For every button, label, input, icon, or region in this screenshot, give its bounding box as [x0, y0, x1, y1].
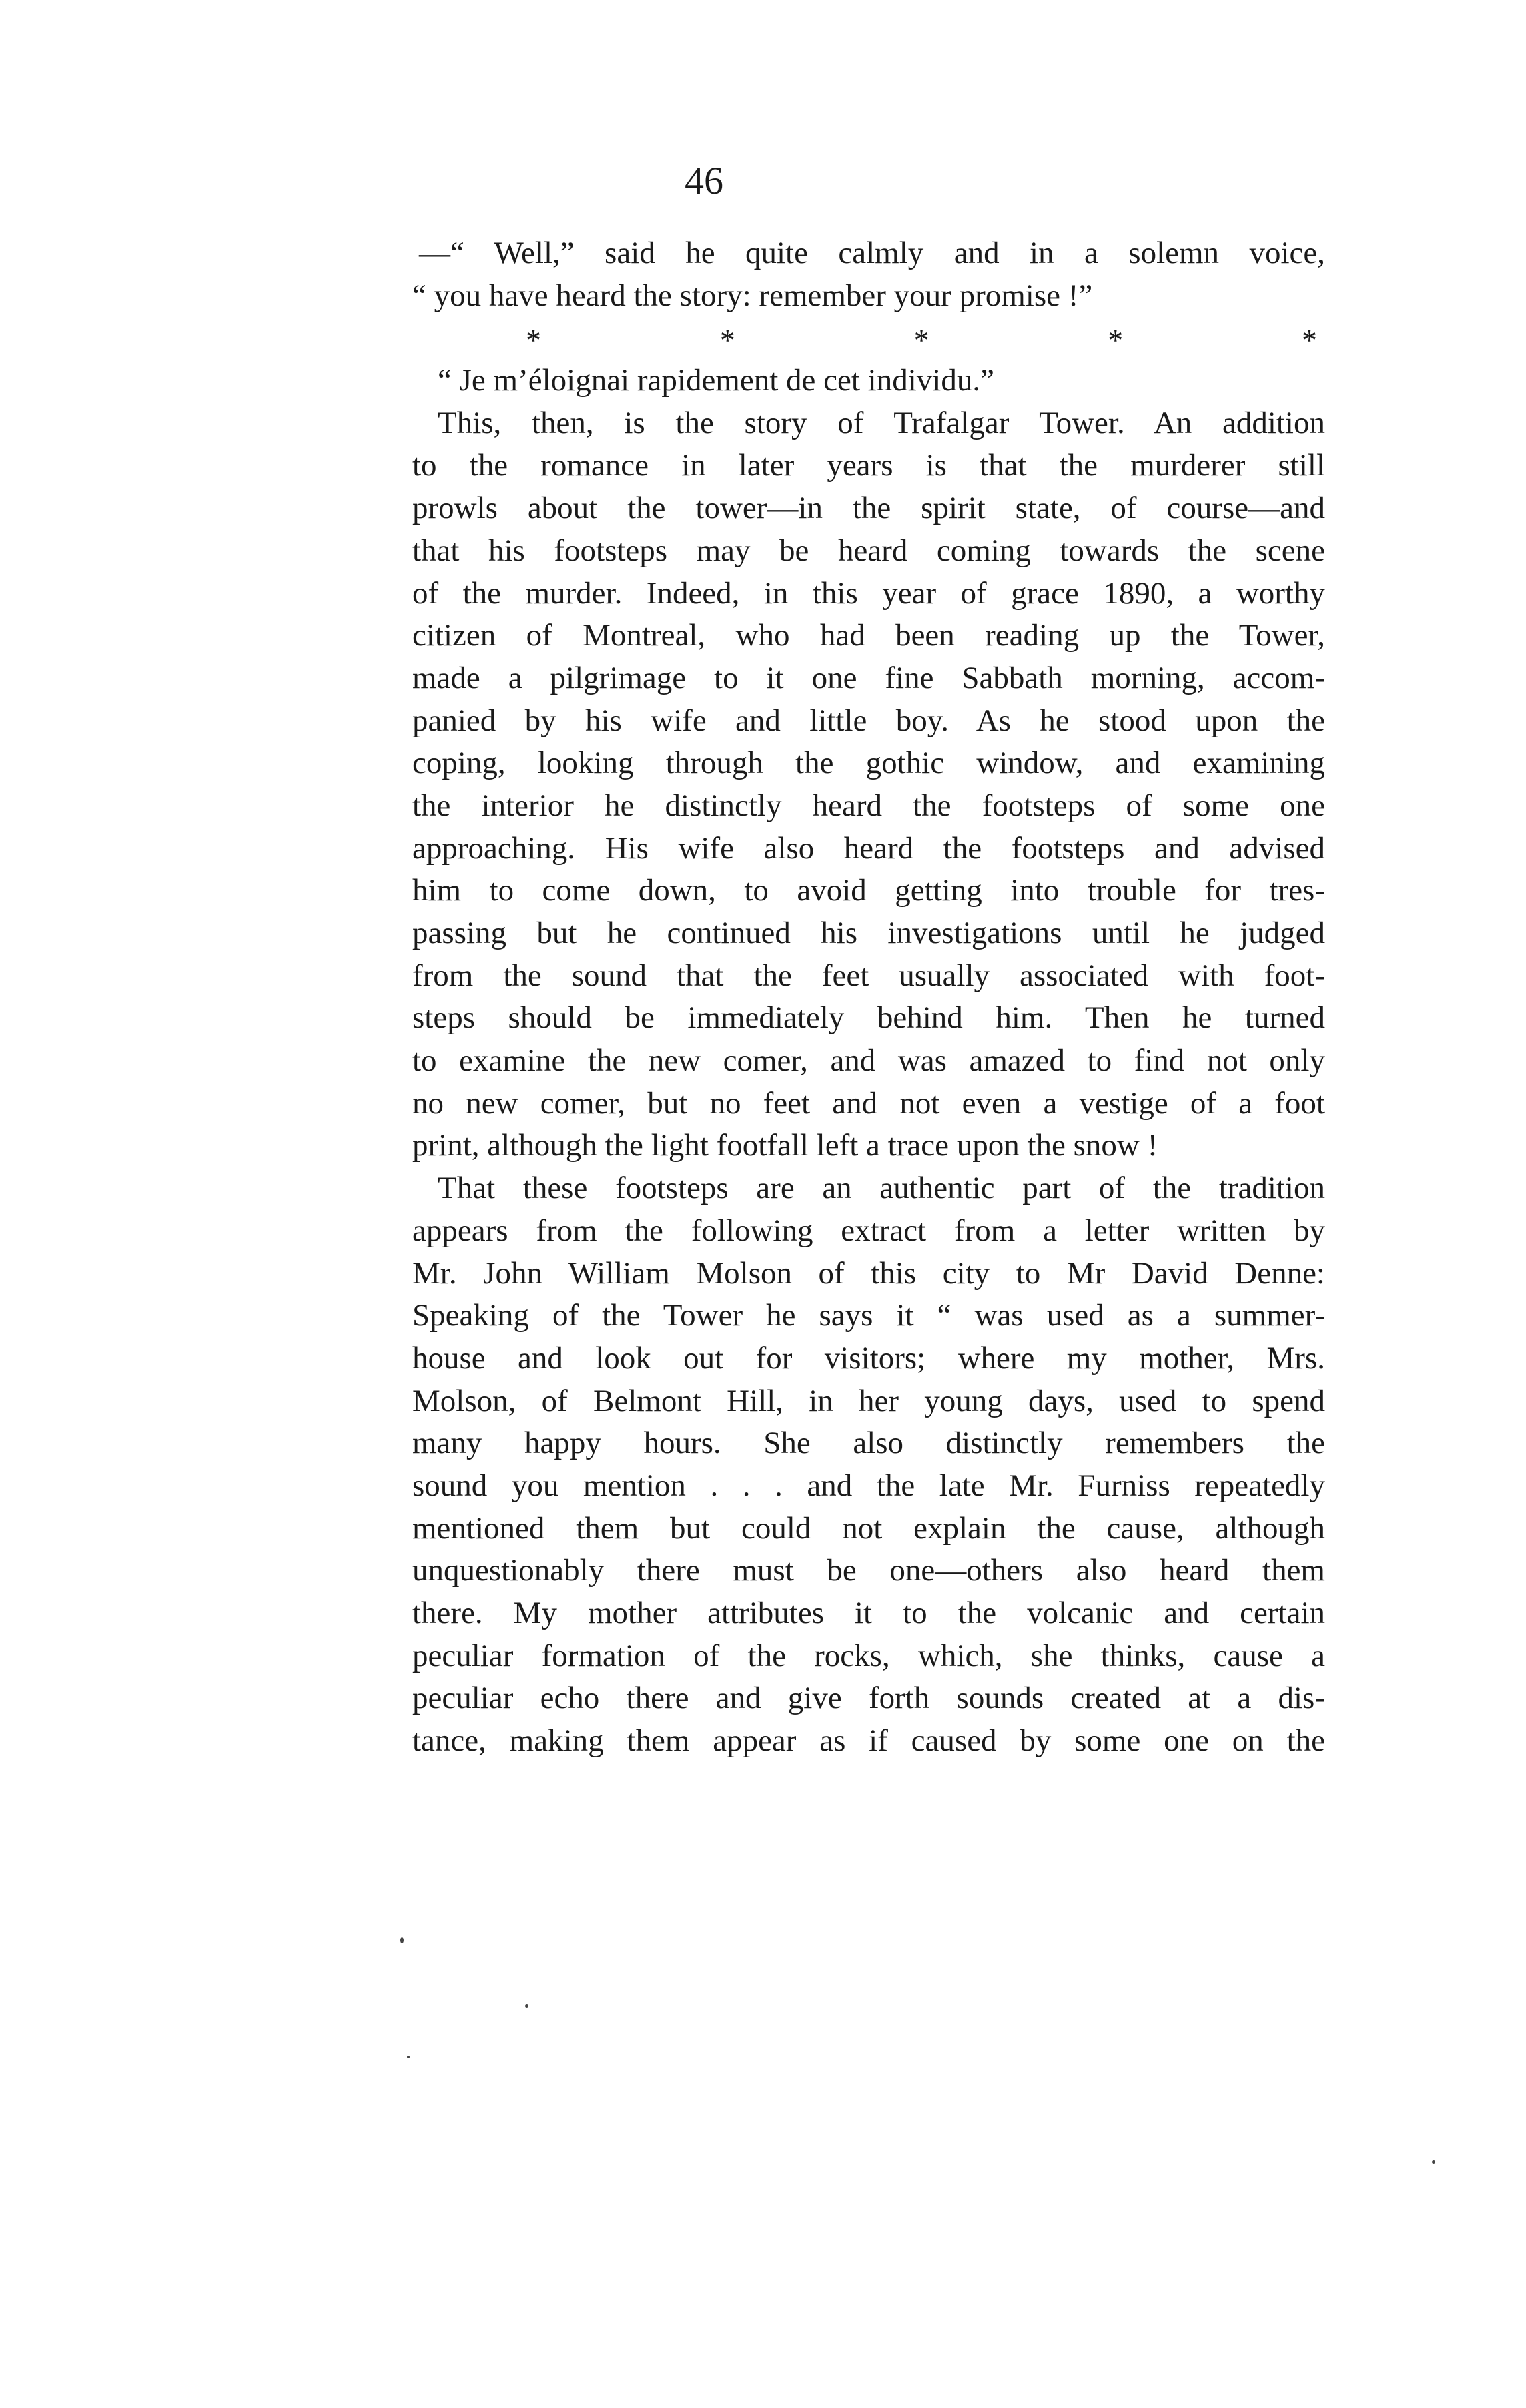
asterisk: * [526, 323, 541, 358]
text-line: steps should be immediately behind him. Then he turned [412, 1000, 1325, 1036]
text-line: to examine the new comer, and was amazed to find not only [412, 1043, 1325, 1079]
text-line: there. My mother attributes it to the volcanic and certain [412, 1596, 1325, 1630]
scan-speck [400, 1937, 404, 1943]
text-line: appears from the following extract from a letter written by [412, 1213, 1325, 1248]
text-line: that his footsteps may be heard coming towards the scene [412, 533, 1325, 568]
text-line: tance, making them appear as if caused by some one on the [412, 1723, 1325, 1759]
page-number: 46 [685, 159, 723, 202]
text-line: prowls about the tower—in the spirit state, of course—and [412, 491, 1325, 526]
asterisk: * [913, 323, 929, 358]
text-line: unquestionably there must be one—others also heard them [412, 1553, 1325, 1588]
text-line: house and look out for visitors; where my mother, Mrs. [412, 1340, 1325, 1376]
text-line: panied by his wife and little boy. As he stood upon the [412, 703, 1325, 738]
text-line: Mr. John William Molson of this city to Mr David Denne: [412, 1255, 1325, 1291]
text-line: to the romance in later years is that the murderer still [412, 448, 1325, 483]
scan-speck [407, 2056, 410, 2058]
paragraph-start-line: This, then, is the story of Trafalgar Tower. An addition [438, 405, 1325, 440]
text-line: citizen of Montreal, who had been reading up the Tower, [412, 618, 1325, 653]
text-line: coping, looking through the gothic window, and examining [412, 745, 1325, 781]
text-line: peculiar echo there and give forth sounds created at a dis- [412, 1681, 1325, 1716]
asterisk: * [719, 323, 735, 358]
paragraph-start-line: That these footsteps are an authentic part of the tradition [438, 1171, 1325, 1206]
scan-speck [525, 2004, 528, 2008]
scan-speck [1432, 2160, 1435, 2164]
text-line: passing but he continued his investigations until he judged [412, 916, 1325, 950]
text-line: made a pilgrimage to it one fine Sabbath morning, accom- [412, 660, 1325, 695]
text-line: from the sound that the feet usually associated with foot- [412, 958, 1325, 993]
text-line: of the murder. Indeed, in this year of grace 1890, a worthy [412, 575, 1325, 611]
text-line: mentioned them but could not explain the cause, although [412, 1510, 1325, 1546]
text-line: print, although the light footfall left a trace upon the snow ! [412, 1128, 1158, 1163]
text-line: —“ Well,” said he quite calmly and in a solemn voice, [419, 236, 1325, 270]
text-line: “ Je m’éloignai rapidement de cet individu.” [438, 363, 994, 398]
text-line: many happy hours. She also distinctly remembers the [412, 1426, 1325, 1461]
asterisk: * [1108, 323, 1124, 358]
text-line: “ you have heard the story: remember your promise !” [412, 278, 1093, 313]
text-line: approaching. His wife also heard the footsteps and advised [412, 830, 1325, 866]
text-line: peculiar formation of the rocks, which, she thinks, cause a [412, 1638, 1325, 1673]
page-body [412, 232, 1325, 1763]
text-line: no new comer, but no feet and not even a vestige of a foot [412, 1085, 1325, 1121]
text-line: Molson, of Belmont Hill, in her young days, used to spend [412, 1383, 1325, 1418]
text-line: the interior he distinctly heard the footsteps of some one [412, 788, 1325, 823]
section-separator [412, 317, 1325, 360]
asterisk: * [1302, 323, 1317, 358]
text-line: him to come down, to avoid getting into trouble for tres- [412, 873, 1325, 908]
text-line: Speaking of the Tower he says it “ was used as a summer- [412, 1298, 1325, 1333]
text-line: sound you mention . . . and the late Mr. Furniss repeatedly [412, 1468, 1325, 1503]
